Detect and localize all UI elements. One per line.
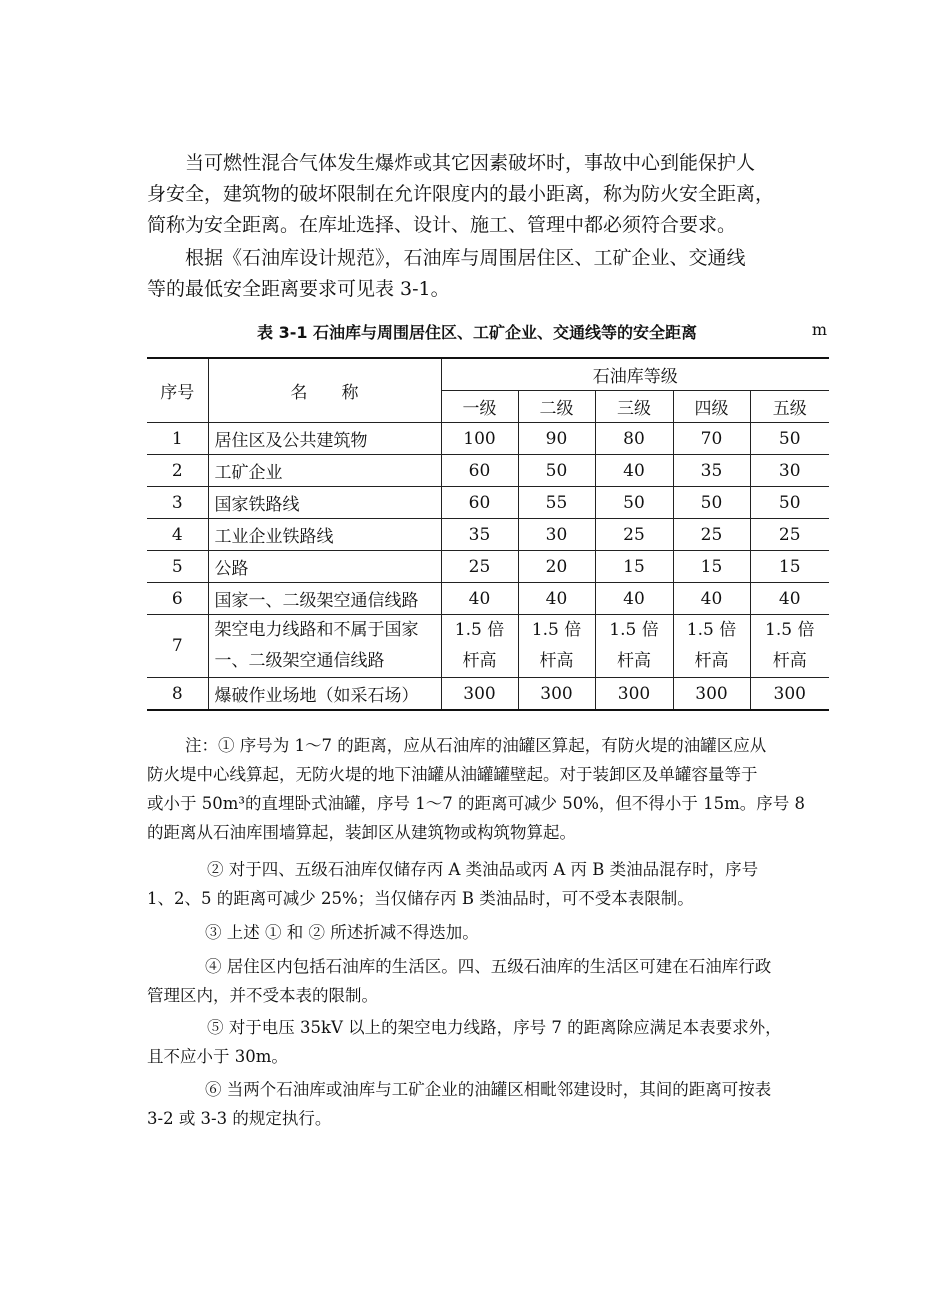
cell-value: 15 <box>673 551 750 583</box>
cell-value: 60 <box>441 455 518 487</box>
cell-name: 居住区及公共建筑物 <box>208 423 441 455</box>
cell-value: 40 <box>673 583 750 615</box>
table-row <box>147 583 829 615</box>
value-line: 1.5 倍 <box>531 620 582 640</box>
cell-value: 300 <box>750 678 829 711</box>
value-line: 1.5 倍 <box>686 620 737 640</box>
cell-value: 300 <box>595 678 673 711</box>
cell-value <box>518 615 595 678</box>
cell-seq: 1 <box>147 423 208 455</box>
value-line: 杆高 <box>772 651 807 671</box>
cell-value: 35 <box>673 455 750 487</box>
cell-value: 35 <box>441 519 518 551</box>
cell-value <box>441 615 518 678</box>
cell-name-line: 架空电力线路和不属于国家 <box>214 620 419 640</box>
cell-seq: 2 <box>147 455 208 487</box>
note-3 <box>147 918 831 947</box>
cell-value: 50 <box>595 487 673 519</box>
cell-value: 90 <box>518 423 595 455</box>
note-6 <box>147 1075 831 1133</box>
cell-value: 30 <box>750 455 829 487</box>
value-line: 杆高 <box>694 651 729 671</box>
cell-value: 15 <box>750 551 829 583</box>
header-grade: 二级 <box>518 391 595 423</box>
cell-value: 50 <box>750 423 829 455</box>
header-name: 名 称 <box>208 358 441 423</box>
text-line: 简称为安全距离。在库址选择、设计、施工、管理中都必须符合要求。 <box>147 214 737 236</box>
cell-value: 40 <box>750 583 829 615</box>
text-line: 身安全，建筑物的破坏限制在允许限度内的最小距离，称为防火安全距离， <box>147 183 775 205</box>
note-4 <box>147 952 831 1010</box>
header-grade: 四级 <box>673 391 750 423</box>
header-grade: 五级 <box>750 391 829 423</box>
header-grade: 一级 <box>441 391 518 423</box>
safety-distance-table <box>147 357 829 711</box>
note-1 <box>147 731 831 847</box>
table-unit: m <box>811 320 827 339</box>
note-line: 管理区内，并不受本表的限制。 <box>147 986 378 1005</box>
table-row <box>147 615 829 678</box>
cell-value: 80 <box>595 423 673 455</box>
cell-seq: 8 <box>147 678 208 711</box>
cell-name: 国家铁路线 <box>208 487 441 519</box>
note-line: ⑤ 对于电压 35kV 以上的架空电力线路，序号 7 的距离除应满足本表要求外， <box>207 1018 782 1037</box>
note-line: 1、2、5 的距离可减少 25%；当仅储存丙 B 类油品时，可不受本表限制。 <box>147 889 694 908</box>
note-line: ⑥ 当两个石油库或油库与工矿企业的油罐区相毗邻建设时，其间的距离可按表 <box>205 1080 772 1099</box>
cell-value: 60 <box>441 487 518 519</box>
cell-value: 55 <box>518 487 595 519</box>
cell-name <box>208 615 441 678</box>
cell-value: 20 <box>518 551 595 583</box>
value-line: 杆高 <box>462 651 497 671</box>
text-line: 等的最低安全距离要求可见表 3-1。 <box>147 278 450 300</box>
cell-value: 50 <box>750 487 829 519</box>
note-2 <box>147 855 831 913</box>
cell-value: 50 <box>518 455 595 487</box>
cell-value: 70 <box>673 423 750 455</box>
cell-value: 300 <box>441 678 518 711</box>
cell-name: 爆破作业场地（如采石场） <box>208 678 441 711</box>
cell-name: 工业企业铁路线 <box>208 519 441 551</box>
cell-name-line: 一、二级架空通信线路 <box>214 651 385 671</box>
cell-value: 25 <box>595 519 673 551</box>
table-row <box>147 487 829 519</box>
cell-value: 300 <box>518 678 595 711</box>
cell-value: 40 <box>518 583 595 615</box>
cell-seq: 4 <box>147 519 208 551</box>
cell-value <box>750 615 829 678</box>
note-line: 或小于 50m³的直埋卧式油罐，序号 1～7 的距离可减少 50%，但不得小于 15m。序号 8 <box>147 794 806 813</box>
note-line: ② 对于四、五级石油库仅储存丙 A 类油品或丙 A 丙 B 类油品混存时，序号 <box>207 860 759 879</box>
cell-seq: 6 <box>147 583 208 615</box>
value-line: 1.5 倍 <box>765 620 815 640</box>
table-row <box>147 455 829 487</box>
value-line: 杆高 <box>617 651 651 671</box>
note-line: 防火堤中心线算起，无防火堤的地下油罐从油罐罐壁起。对于装卸区及单罐容量等于 <box>147 765 758 784</box>
header-grade-group: 石油库等级 <box>441 358 829 391</box>
note-line: 的距离从石油库围墙算起，装卸区从建筑物或构筑物算起。 <box>147 823 576 842</box>
cell-value: 30 <box>518 519 595 551</box>
cell-seq: 5 <box>147 551 208 583</box>
value-line: 杆高 <box>539 651 574 671</box>
cell-seq: 7 <box>147 615 208 678</box>
note-line: 注：① 序号为 1～7 的距离，应从石油库的油罐区算起，有防火堤的油罐区应从 <box>185 736 767 755</box>
note-line: ③ 上述 ① 和 ② 所述折减不得迭加。 <box>205 923 479 942</box>
cell-value: 25 <box>673 519 750 551</box>
table-row <box>147 551 829 583</box>
cell-value: 15 <box>595 551 673 583</box>
table-title: 表 3-1 石油库与周围居住区、工矿企业、交通线等的安全距离 <box>257 323 698 342</box>
text-line: 根据《石油库设计规范》，石油库与周围居住区、工矿企业、交通线 <box>185 247 746 269</box>
value-line: 1.5 倍 <box>454 620 505 640</box>
cell-value <box>595 615 673 678</box>
cell-name: 工矿企业 <box>208 455 441 487</box>
cell-value: 40 <box>441 583 518 615</box>
table-row <box>147 519 829 551</box>
header-seq: 序号 <box>147 358 208 423</box>
cell-value: 40 <box>595 583 673 615</box>
cell-value: 50 <box>673 487 750 519</box>
cell-value: 100 <box>441 423 518 455</box>
table-caption <box>147 320 831 346</box>
cell-seq: 3 <box>147 487 208 519</box>
table-row <box>147 423 829 455</box>
cell-value: 25 <box>750 519 829 551</box>
intro-paragraph-2 <box>147 243 831 305</box>
cell-value: 25 <box>441 551 518 583</box>
cell-name: 国家一、二级架空通信线路 <box>208 583 441 615</box>
text-line: 当可燃性混合气体发生爆炸或其它因素破坏时，事故中心到能保护人 <box>185 152 756 174</box>
cell-value <box>673 615 750 678</box>
header-grade: 三级 <box>595 391 673 423</box>
cell-value: 300 <box>673 678 750 711</box>
note-line: ④ 居住区内包括石油库的生活区。四、五级石油库的生活区可建在石油库行政 <box>205 957 772 976</box>
table-row <box>147 678 829 711</box>
cell-name: 公路 <box>208 551 441 583</box>
header-row <box>147 358 829 391</box>
intro-paragraph-1 <box>147 148 831 241</box>
value-line: 1.5 倍 <box>609 620 659 640</box>
note-5 <box>147 1013 831 1071</box>
note-line: 且不应小于 30m。 <box>147 1047 288 1066</box>
cell-value: 40 <box>595 455 673 487</box>
note-line: 3-2 或 3-3 的规定执行。 <box>147 1109 332 1128</box>
